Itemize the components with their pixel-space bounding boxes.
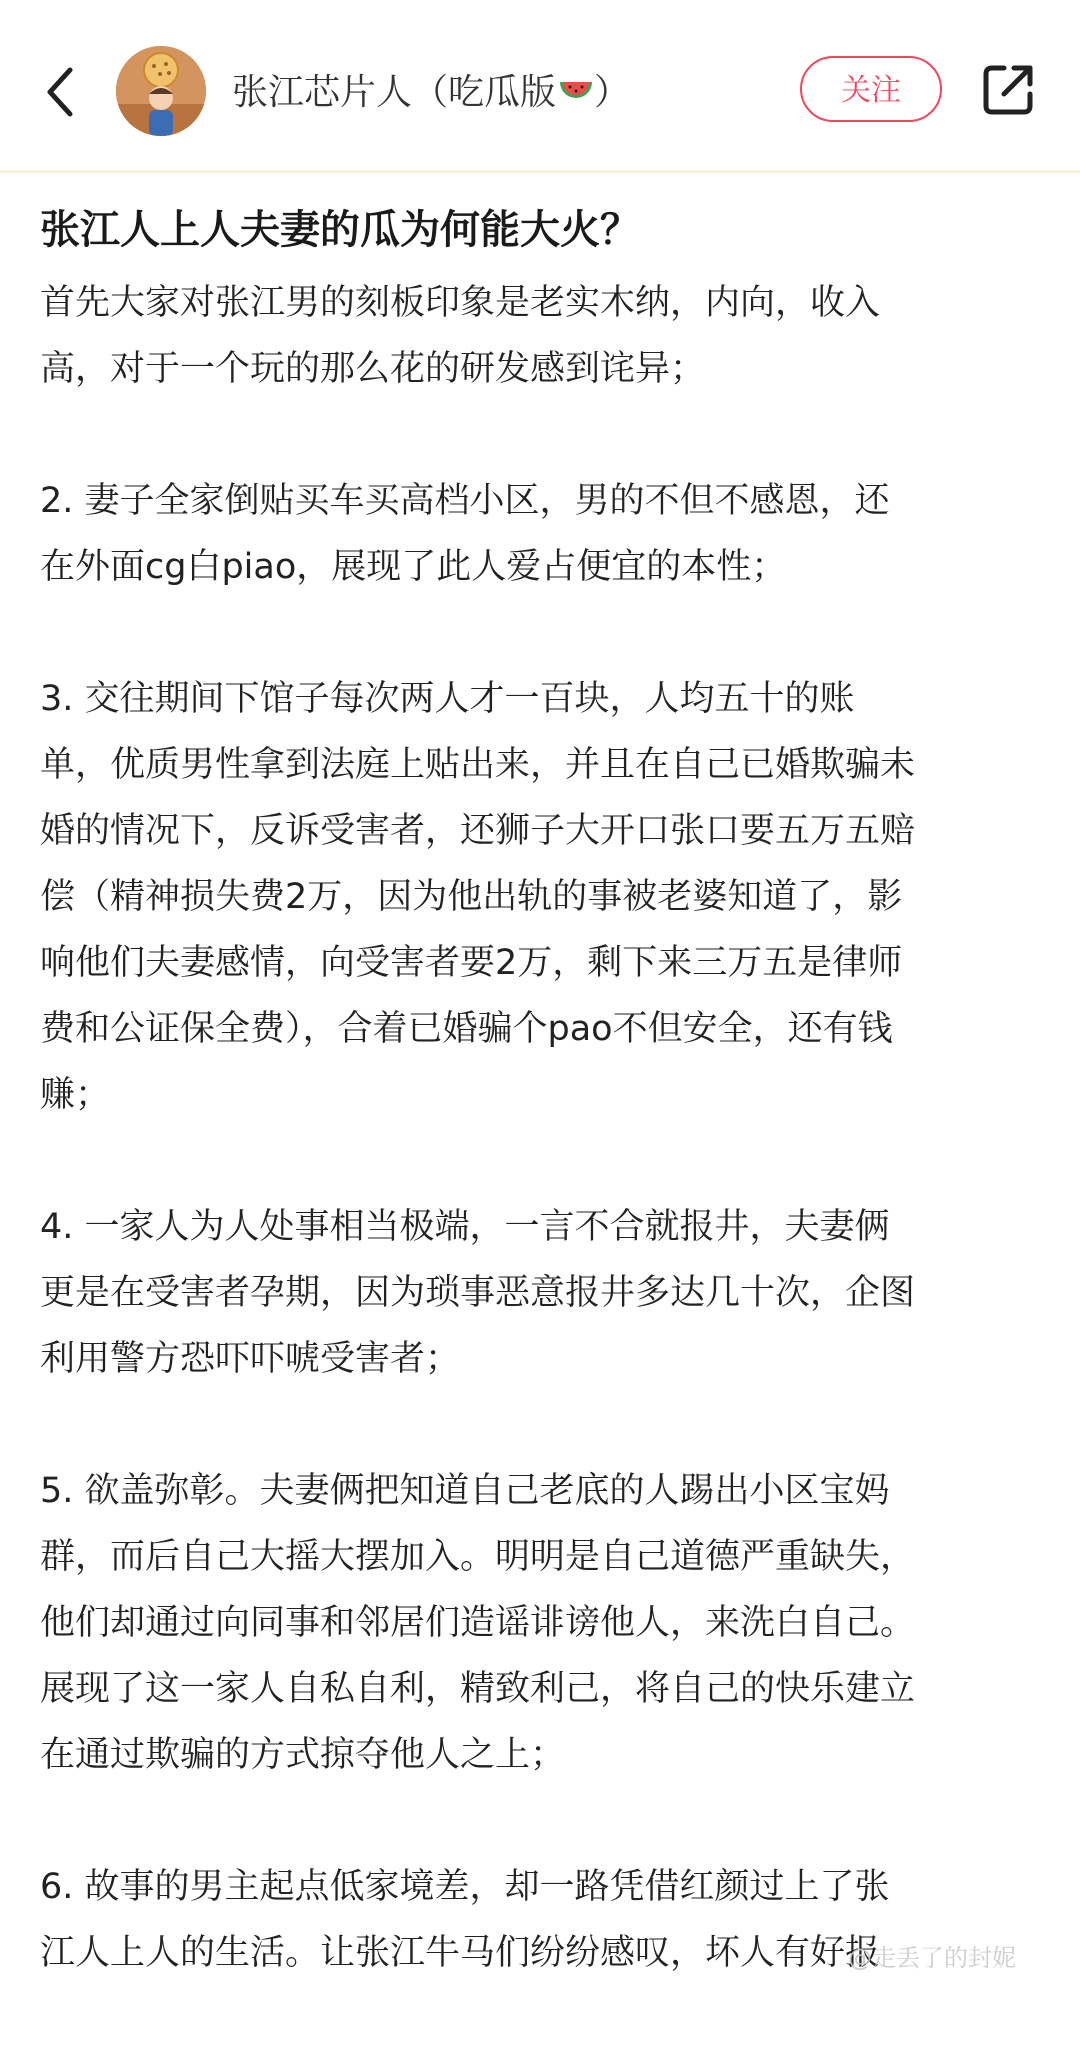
post-paragraph: 首先大家对张江男的刻板印象是老实木纳，内向，收入 高，对于一个玩的那么花的研发感到诧异； [40, 283, 881, 389]
watermelon-icon [558, 76, 594, 117]
back-button[interactable] [40, 60, 84, 124]
post-paragraph: 3. 交往期间下馆子每次两人才一百块，人均五十的账 单，优质男性拿到法庭上贴出来，并且在自己已婚欺骗未 婚的情况下，反诉受害者，还狮子大开口张口要五万五赔 偿（精神损失费2万，因为他出轨的事被老婆知道了，影 响他们夫妻感情，向受害者要2万，剩下来三万五是律师 费和公证保全费），合着已婚骗个pao不但安全，还有钱 赚； [40, 679, 916, 1115]
account-name-close: ） [594, 72, 631, 113]
post-paragraph: 6. 故事的男主起点低家境差，却一路凭借红颜过上了张 江人上人的生活。让张江牛马们纷纷感叹，坏人有好报 [40, 1867, 890, 1973]
account-name[interactable] [232, 64, 630, 117]
share-button[interactable] [980, 60, 1038, 118]
weibo-watermark: @走丢了的封妮 [848, 1944, 1016, 1972]
post-paragraph: 4. 一家人为人处事相当极端，一言不合就报井，夫妻俩 更是在受害者孕期，因为琐事恶意报井多达几十次，企图 利用警方恐吓吓唬受害者； [40, 1207, 916, 1379]
chevron-left-icon [40, 60, 84, 124]
post-title: 张江人上人夫妻的瓜为何能大火？ [40, 207, 640, 253]
post-paragraph: 5. 欲盖弥彰。夫妻俩把知道自己老底的人踢出小区宝妈 群，而后自己大摇大摆加入。明明是自己道德严重缺失， 他们却通过向同事和邻居们造谣诽谤他人，来洗白自己。 展现了这一家人自私自利，精致利己，将自己的快乐建立 在通过欺骗的方式掠夺他人之上； [40, 1471, 916, 1775]
post-content [40, 200, 1050, 2052]
avatar[interactable] [116, 46, 206, 136]
top-bar [0, 0, 1080, 173]
follow-button[interactable]: 关注 [800, 56, 942, 122]
share-icon [980, 60, 1038, 118]
post-paragraph: 2. 妻子全家倒贴买车买高档小区，男的不但不感恩，还 在外面cg白piao，展现了此人爱占便宜的本性； [40, 481, 890, 587]
account-name-text: 张江芯片人（吃瓜版 [232, 72, 557, 113]
